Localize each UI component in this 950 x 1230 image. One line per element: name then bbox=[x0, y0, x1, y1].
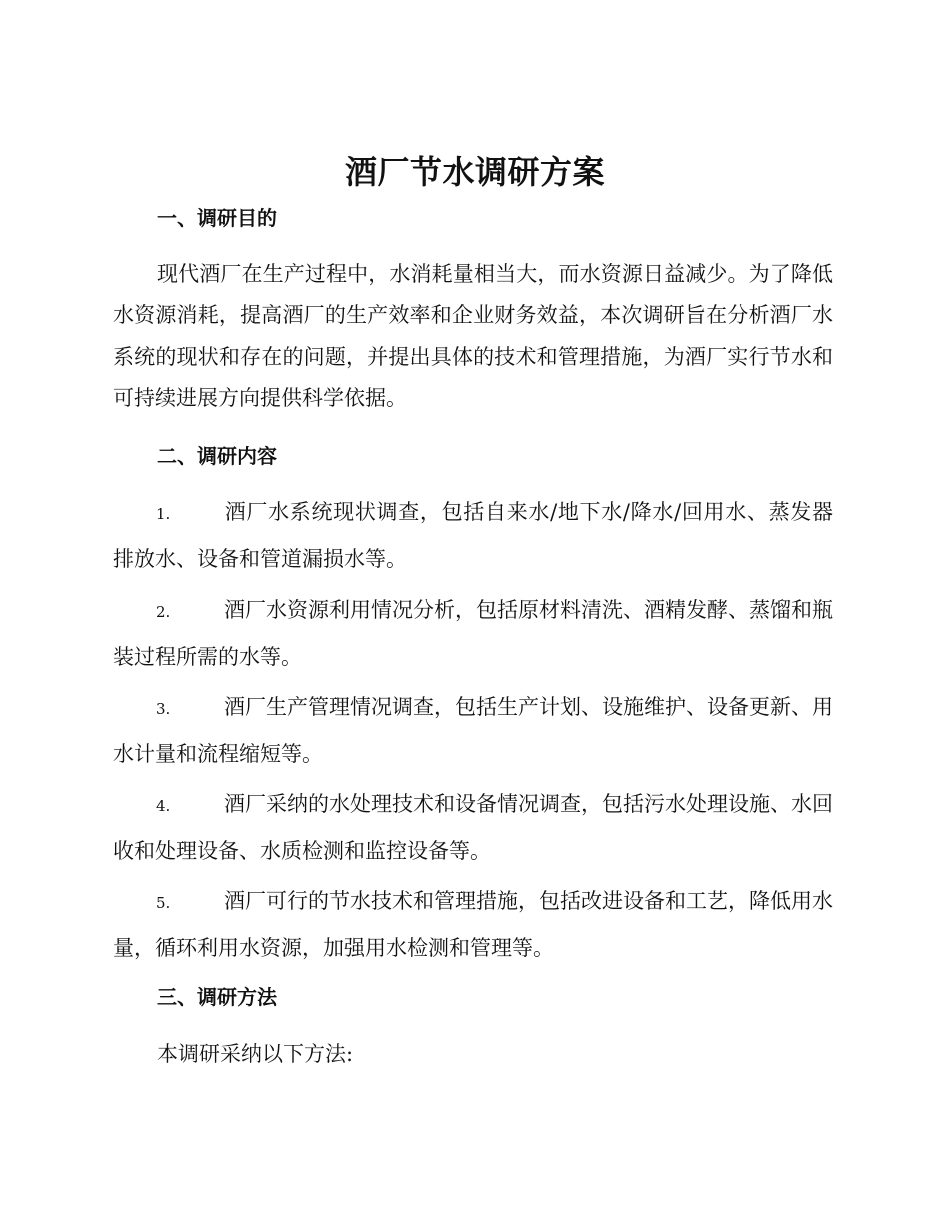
list-item-text: 酒厂采纳的水处理技术和设备情况调查，包括污水处理设施、水回收和处理设备、水质检测和监控设备等。 bbox=[113, 792, 833, 863]
list-item-text: 酒厂生产管理情况调查，包括生产计划、设施维护、设备更新、用水计量和流程缩短等。 bbox=[113, 695, 833, 766]
list-item-number: 1. bbox=[156, 505, 171, 523]
document-title: 酒厂节水调研方案 bbox=[344, 153, 605, 191]
list-item-text: 酒厂可行的节水技术和管理措施，包括改进设备和工艺，降低用水量，循环利用水资源，加强用水检测和管理等。 bbox=[113, 889, 833, 960]
content-list-item bbox=[113, 879, 833, 970]
list-item-text: 酒厂水资源利用情况分析，包括原材料清洗、酒精发酵、蒸馏和瓶装过程所需的水等。 bbox=[113, 598, 833, 669]
section-heading-content: 二、调研内容 bbox=[157, 444, 277, 468]
list-item-number: 2. bbox=[156, 603, 171, 621]
list-item-text: 酒厂水系统现状调查，包括自来水/地下水/降水/回用水、蒸发器排放水、设备和管道漏损水等。 bbox=[113, 500, 833, 571]
method-intro: 本调研采纳以下方法: bbox=[157, 1042, 354, 1066]
section-heading-purpose: 一、调研目的 bbox=[157, 206, 277, 230]
content-list-item bbox=[113, 490, 833, 581]
content-list-item bbox=[113, 588, 833, 679]
section-heading-method: 三、调研方法 bbox=[157, 985, 277, 1009]
list-item-number: 5. bbox=[156, 894, 171, 912]
list-item-number: 3. bbox=[156, 700, 171, 718]
content-list-item bbox=[113, 782, 833, 873]
content-list-item bbox=[113, 685, 833, 776]
list-item-number: 4. bbox=[156, 797, 171, 815]
purpose-paragraph: 现代酒厂在生产过程中，水消耗量相当大，而水资源日益减少。为了降低水资源消耗，提高酒厂的生产效率和企业财务效益，本次调研旨在分析酒厂水系统的现状和存在的问题，并提出具体的技术和管理措施，为酒厂实行节水和可持续进展方向提供科学依据。 bbox=[113, 262, 833, 410]
